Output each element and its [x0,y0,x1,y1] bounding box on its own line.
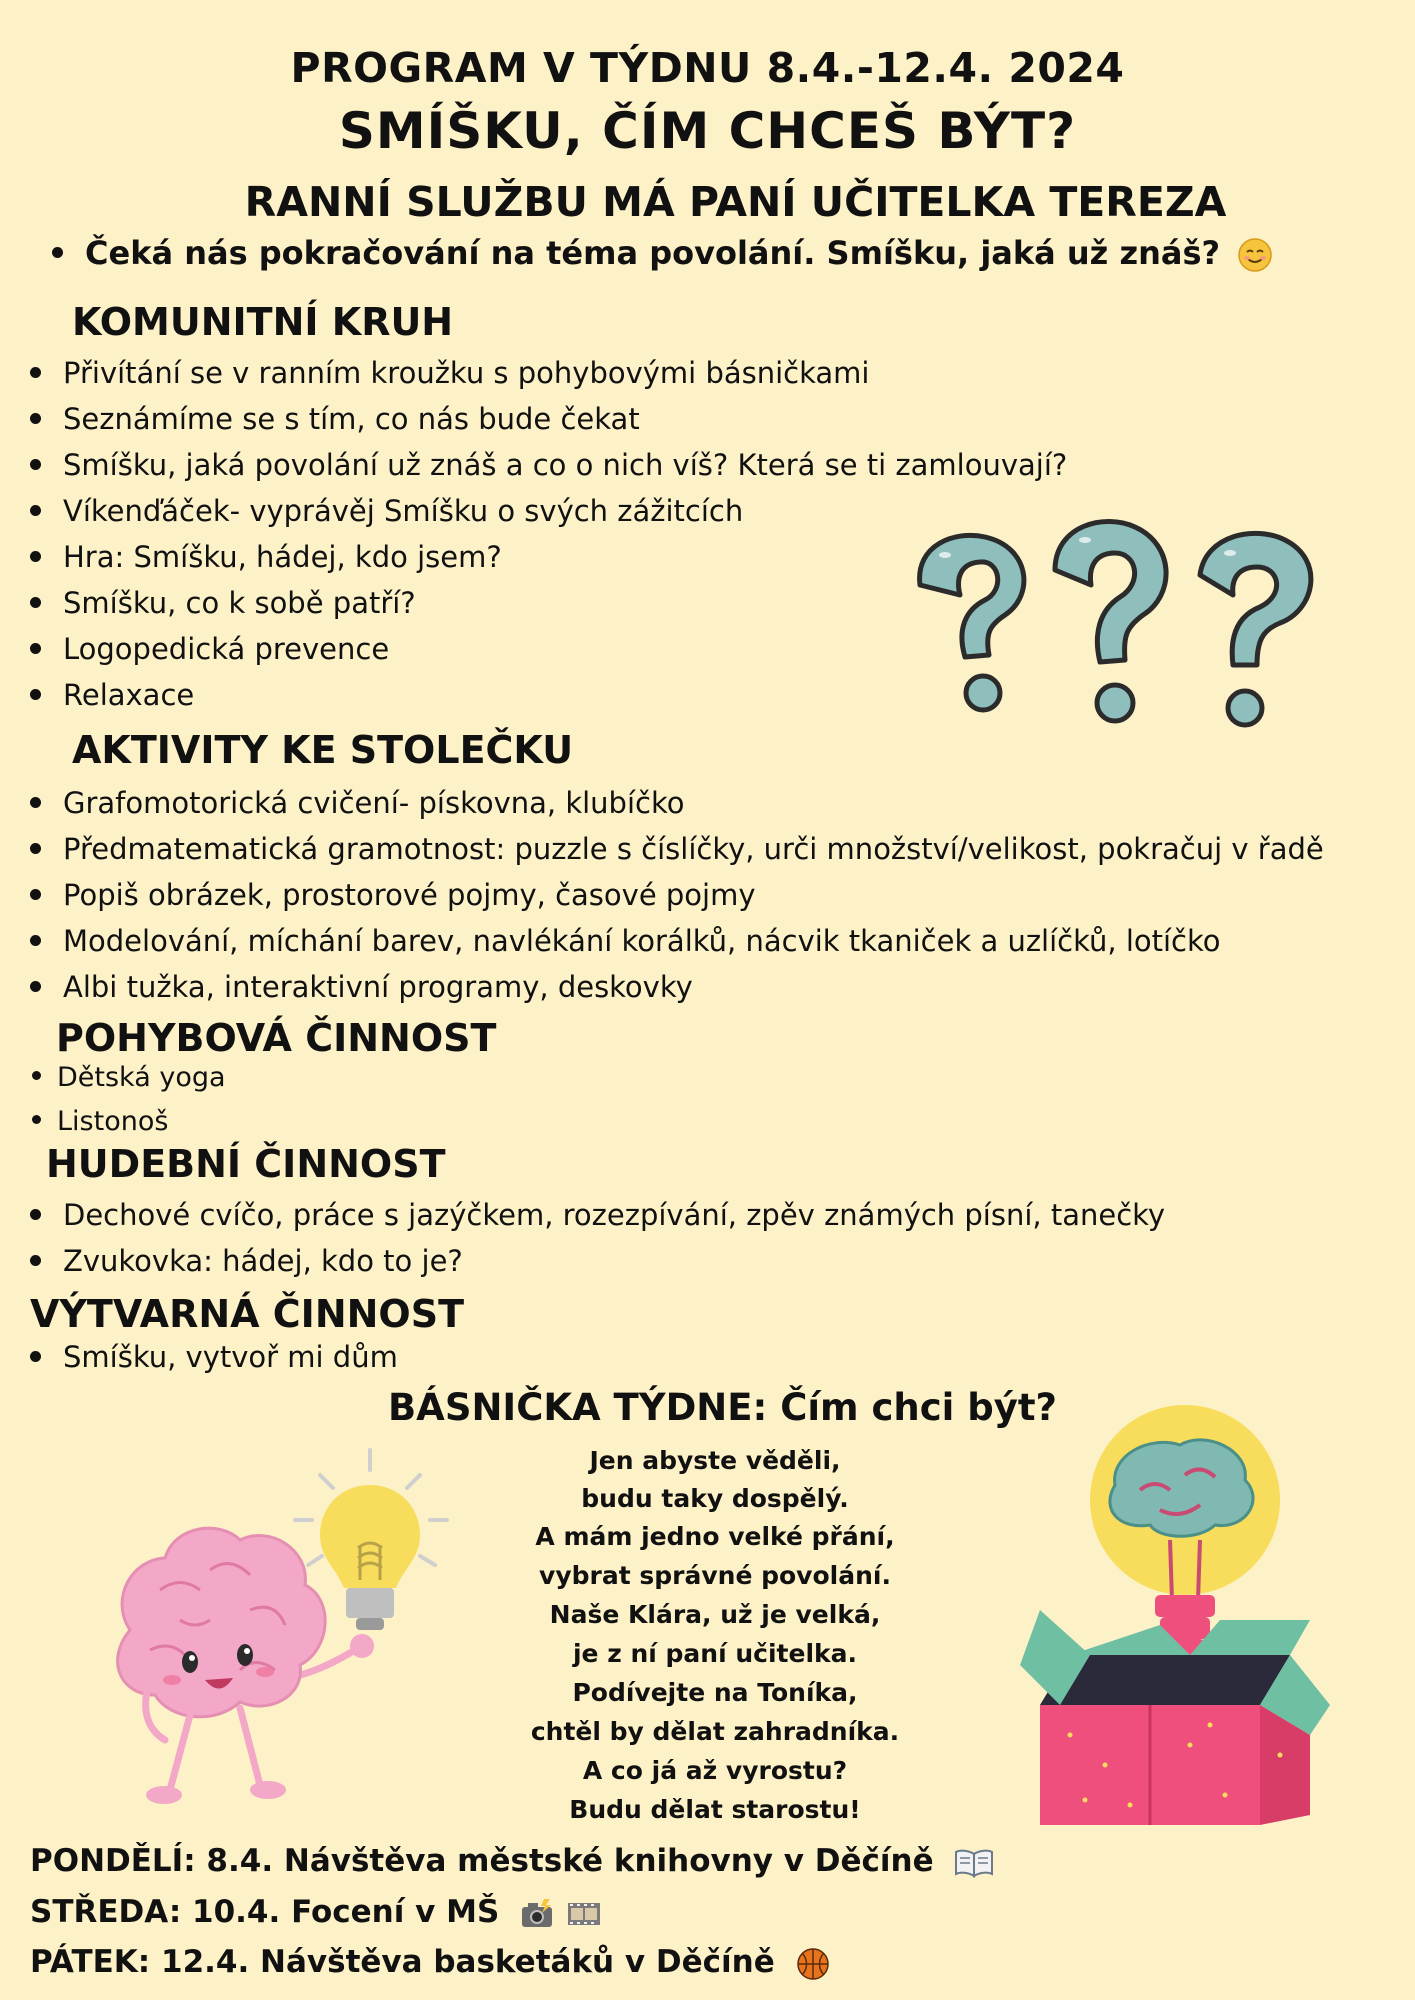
week-theme: SMÍŠKU, ČÍM CHCEŠ BÝT? [338,102,1077,160]
intro-line [52,234,1273,273]
basketball-icon [796,1947,830,1981]
list-item: Hra: Smíšku, hádej, kdo jsem? [30,540,502,574]
poem-line: je z ní paní učitelka. [572,1639,858,1668]
list-item: Dětská yoga [32,1062,226,1093]
idea-box-illustration [1010,1405,1340,1835]
list-item: Přivítání se v ranním kroužku s pohybovými básničkami [30,356,869,390]
section-heading-hudebni: HUDEBNÍ ČINNOST [46,1142,446,1186]
list-item: Albi tužka, interaktivní programy, deskovky [30,970,693,1004]
list-item: Seznámíme se s tím, co nás bude čekat [30,402,640,436]
poem-line: chtěl by dělat zahradníka. [530,1717,900,1746]
list-item: Smíšku, vytvoř mi dům [30,1340,398,1374]
poem-line: Podívejte na Toníka, [572,1678,858,1707]
open-book-icon [954,1848,994,1878]
poem-line: budu taky dospělý. [581,1484,849,1513]
poem-line: Naše Klára, už je velká, [549,1600,881,1629]
list-item: Dechové cvíčo, práce s jazýčkem, rozezpívání, zpěv známých písní, tanečky [30,1198,1165,1232]
list-item: Víkenďáček- vyprávěj Smíšku o svých zážitcích [30,494,743,528]
film-frames-icon [567,1899,601,1929]
list-item: Logopedická prevence [30,632,389,666]
list-item: Listonoš [32,1106,168,1137]
page-title: PROGRAM V TÝDNU 8.4.-12.4. 2024 [290,44,1125,92]
brain-illustration [90,1440,460,1820]
poem-line: A co já až vyrostu? [582,1756,848,1785]
section-heading-vytvarna: VÝTVARNÁ ČINNOST [30,1292,465,1336]
list-item: Zvukovka: hádej, kdo to je? [30,1244,463,1278]
section-heading-pohybova: POHYBOVÁ ČINNOST [56,1016,497,1060]
camera-flash-icon [520,1899,554,1929]
poem-line: Budu dělat starostu! [569,1795,861,1824]
list-item: Popiš obrázek, prostorové pojmy, časové pojmy [30,878,756,912]
event-monday: PONDĚLÍ: 8.4. Návštěva městské knihovny v Děčíně [30,1843,994,1879]
poem-line: Jen abyste věděli, [589,1446,841,1475]
list-item: Předmatematická gramotnost: puzzle s číslíčky, urči množství/velikost, pokračuj v řadě [30,832,1324,866]
poem-line: vybrat správné povolání. [539,1561,891,1590]
event-friday: PÁTEK: 12.4. Návštěva basketáků v Děčíně [30,1944,830,1981]
list-item: Relaxace [30,678,194,712]
list-item: Smíšku, co k sobě patří? [30,586,416,620]
list-item: Smíšku, jaká povolání už znáš a co o nich víš? Která se ti zamlouvají? [30,448,1067,482]
list-item: Grafomotorická cvičení- pískovna, klubíčko [30,786,684,820]
poem-title: BÁSNIČKA TÝDNE: Čím chci být? [387,1386,1058,1429]
intro-text: Čeká nás pokračování na téma povolání. Smíšku, jaká už znáš? [85,234,1221,272]
poem-line: A mám jedno velké přání, [535,1522,895,1551]
smiling-face-icon [1237,237,1273,273]
list-item: Modelování, míchání barev, navlékání korálků, nácvik tkaniček a uzlíčků, lotíčko [30,924,1221,958]
section-heading-komunitni-kruh: KOMUNITNÍ KRUH [72,300,454,344]
event-wednesday: STŘEDA: 10.4. Focení v MŠ [30,1894,601,1930]
morning-service: RANNÍ SLUŽBU MÁ PANÍ UČITELKA TEREZA [244,178,1227,226]
section-heading-aktivity: AKTIVITY KE STOLEČKU [72,728,574,772]
bullet-icon [52,247,63,258]
question-marks-illustration [905,515,1325,745]
